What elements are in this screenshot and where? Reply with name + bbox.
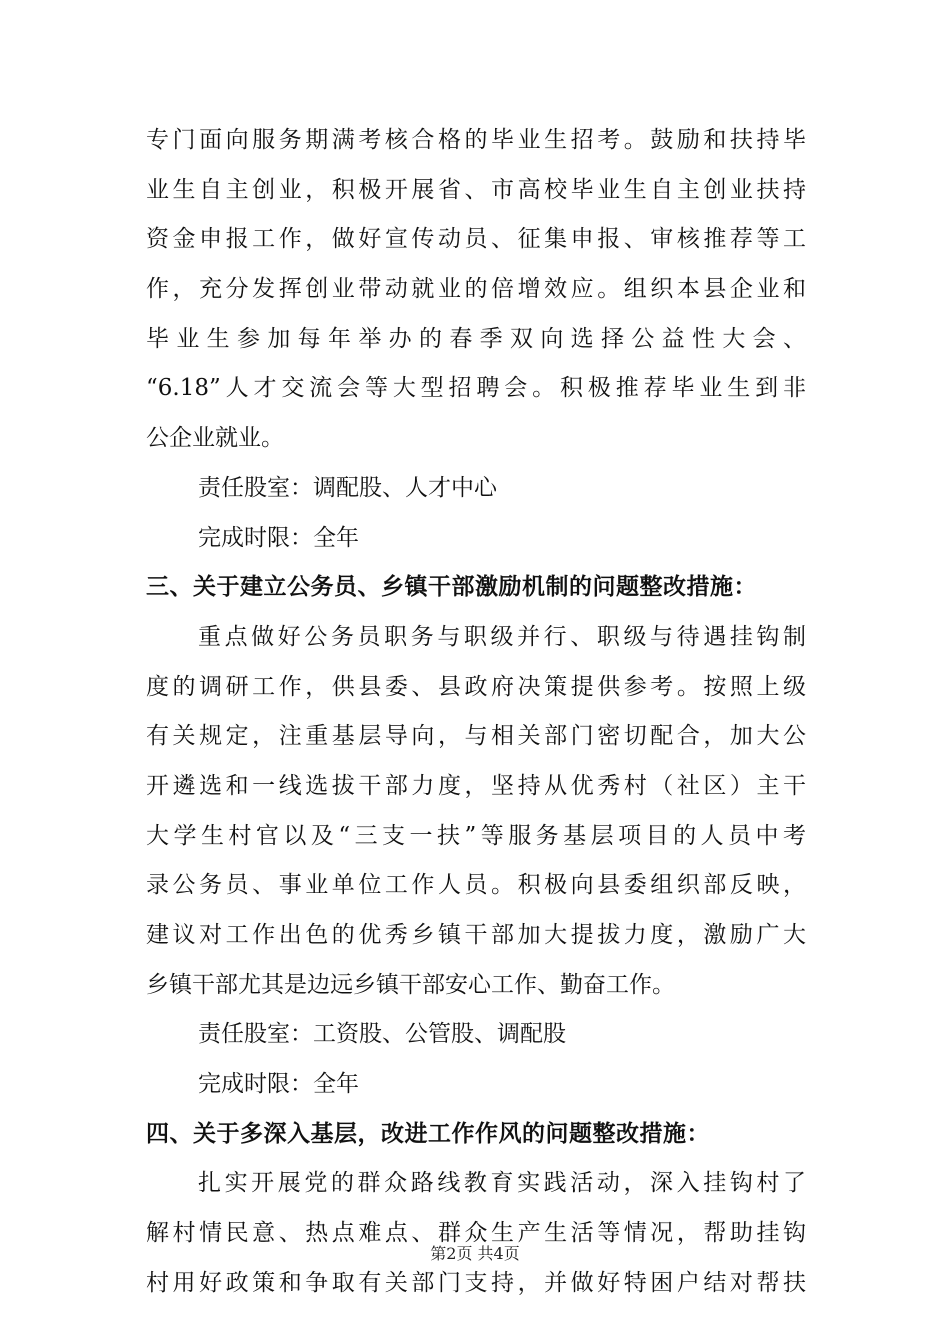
paragraph-line: 重点做好公务员职务与职级并行、职级与待遇挂钩制 — [198, 623, 806, 650]
responsible-office: 责任股室：调配股、人才中心 — [198, 474, 497, 501]
section-heading: 四、关于多深入基层，改进工作作风的问题整改措施： — [146, 1120, 710, 1147]
section-heading: 三、关于建立公务员、乡镇干部激励机制的问题整改措施： — [146, 574, 757, 601]
paragraph-line: 开遴选和一线选拔干部力度，坚持从优秀村（社区）主干 — [146, 772, 806, 799]
paragraph-line: 资金申报工作，做好宣传动员、征集申报、审核推荐等工 — [146, 226, 806, 253]
deadline: 完成时限：全年 — [198, 524, 359, 551]
paragraph-line: 乡镇干部尤其是边远乡镇干部安心工作、勤奋工作。 — [146, 971, 675, 998]
paragraph-line: 解村情民意、热点难点、群众生产生活等情况，帮助挂钩 — [146, 1220, 806, 1247]
paragraph-line: 村用好政策和争取有关部门支持，并做好特困户结对帮扶 — [146, 1269, 806, 1296]
page-footer: 第2页 共4页 — [430, 1244, 520, 1263]
paragraph-line: 度的调研工作，供县委、县政府决策提供参考。按照上级 — [146, 673, 806, 700]
paragraph-line: 作，充分发挥创业带动就业的倍增效应。组织本县企业和 — [146, 276, 806, 303]
responsible-office: 责任股室：工资股、公管股、调配股 — [198, 1021, 566, 1048]
deadline: 完成时限：全年 — [198, 1071, 359, 1098]
paragraph-line: “6.18”人才交流会等大型招聘会。积极推荐毕业生到非 — [146, 375, 806, 402]
paragraph-line: 业生自主创业，积极开展省、市高校毕业生自主创业扶持 — [146, 176, 806, 203]
paragraph-line: 公企业就业。 — [146, 425, 284, 452]
paragraph-line: 毕业生参加每年举办的春季双向选择公益性大会、 — [146, 325, 806, 352]
paragraph-line: 大学生村官以及“三支一扶”等服务基层项目的人员中考 — [146, 822, 806, 849]
document-body — [146, 116, 806, 1309]
paragraph-line: 录公务员、事业单位工作人员。积极向县委组织部反映， — [146, 872, 806, 899]
paragraph-line: 有关规定，注重基层导向，与相关部门密切配合，加大公 — [146, 723, 806, 750]
paragraph-line: 建议对工作出色的优秀乡镇干部加大提拔力度，激励广大 — [146, 922, 806, 948]
paragraph-line: 专门面向服务期满考核合格的毕业生招考。鼓励和扶持毕 — [146, 127, 806, 153]
paragraph-line: 扎实开展党的群众路线教育实践活动，深入挂钩村了 — [198, 1170, 806, 1197]
